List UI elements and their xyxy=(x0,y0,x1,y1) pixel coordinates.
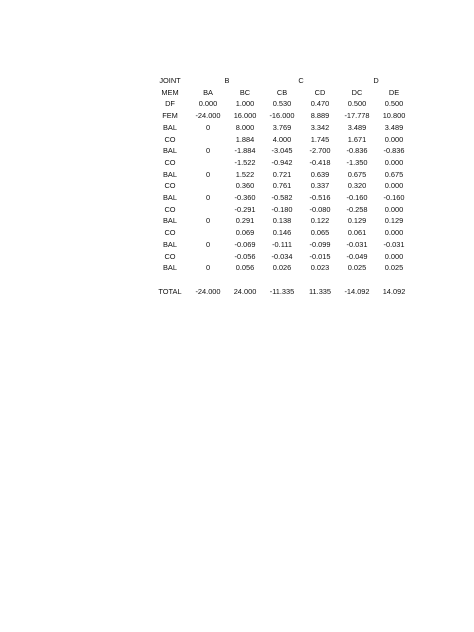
row-label: DF xyxy=(165,99,175,109)
row-label: FEM xyxy=(162,111,178,121)
cell-cd: 3.342 xyxy=(310,122,330,132)
cell-cb: -0.582 xyxy=(271,193,293,202)
cell-ba: 0 xyxy=(205,193,211,202)
header-de: DE xyxy=(388,87,400,97)
cell-de: 0.000 xyxy=(384,228,404,238)
cell-dc: 1.671 xyxy=(347,134,367,144)
table-row xyxy=(0,204,474,216)
cell-bc: -0.291 xyxy=(234,204,256,214)
row-label: BAL xyxy=(163,239,177,249)
cell-bc: 0.069 xyxy=(235,228,255,238)
cell-dc: 0.061 xyxy=(347,228,367,238)
total-bc: 24.000 xyxy=(233,286,257,296)
cell-bc: -0.069 xyxy=(234,239,256,249)
cell-de: -0.031 xyxy=(383,239,405,249)
row-label: CO xyxy=(164,204,176,214)
header-ba: BA xyxy=(203,87,213,97)
header-cb: CB xyxy=(276,87,288,97)
table-row xyxy=(0,227,474,239)
cell-de: -0.160 xyxy=(383,193,405,202)
total-dc: -14.092 xyxy=(344,286,370,296)
cell-dc: -1.350 xyxy=(346,157,368,167)
cell-bc: 0.360 xyxy=(235,181,255,191)
joint-b-label: B xyxy=(224,76,230,85)
cell-de: 0.000 xyxy=(384,204,404,214)
cell-bc: 0.291 xyxy=(235,216,255,226)
total-de: 14.092 xyxy=(382,286,406,296)
total-row xyxy=(0,286,474,298)
cell-dc: -0.836 xyxy=(346,146,368,156)
cell-de: 10.800 xyxy=(382,111,406,121)
row-label: BAL xyxy=(163,193,177,202)
cell-cd: -0.099 xyxy=(309,239,331,249)
joint-d-label: D xyxy=(373,76,379,85)
cell-ba: 0 xyxy=(205,263,211,273)
row-label: BAL xyxy=(163,122,177,132)
cell-cb: -16.000 xyxy=(269,111,295,121)
cell-bc: -0.056 xyxy=(234,251,256,261)
cell-cb: -3.045 xyxy=(271,146,293,156)
cell-dc: -0.160 xyxy=(346,193,368,202)
cell-cb: 4.000 xyxy=(272,134,292,144)
cell-dc: -0.031 xyxy=(346,239,368,249)
table-row xyxy=(0,122,474,134)
cell-bc: 16.000 xyxy=(233,111,257,121)
cell-dc: -17.778 xyxy=(344,111,370,121)
row-label: CO xyxy=(164,228,176,238)
cell-de: 0.500 xyxy=(384,99,404,109)
joint-header-row xyxy=(0,75,474,87)
table-row xyxy=(0,180,474,192)
joint-c-label: C xyxy=(298,76,304,85)
cell-cb: 0.138 xyxy=(272,216,292,226)
cell-cb: -0.111 xyxy=(272,239,292,249)
cell-cd: -0.418 xyxy=(309,157,331,167)
header-cd: CD xyxy=(314,87,326,97)
cell-bc: -1.884 xyxy=(234,146,256,156)
row-label: CO xyxy=(164,157,176,167)
cell-de: 0.675 xyxy=(384,169,404,179)
total-cb: -11.335 xyxy=(269,286,295,296)
cell-de: 0.000 xyxy=(384,134,404,144)
cell-bc: 1.884 xyxy=(235,134,255,144)
cell-de: 0.025 xyxy=(384,263,404,273)
cell-cb: 0.026 xyxy=(272,263,292,273)
cell-cb: -0.034 xyxy=(271,251,293,261)
cell-cd: -0.516 xyxy=(309,193,331,202)
cell-bc: -1.522 xyxy=(234,157,256,167)
cell-bc: 1.000 xyxy=(235,99,255,109)
cell-bc: 8.000 xyxy=(235,122,255,132)
row-label: CO xyxy=(164,134,176,144)
table-row xyxy=(0,110,474,122)
cell-de: 0.000 xyxy=(384,157,404,167)
cell-cb: -0.180 xyxy=(271,204,293,214)
cell-cb: 0.721 xyxy=(272,169,292,179)
table-row xyxy=(0,239,474,251)
row-label: BAL xyxy=(163,146,177,156)
cell-bc: 0.056 xyxy=(235,263,255,273)
cell-cd: 0.337 xyxy=(310,181,330,191)
row-label: BAL xyxy=(163,263,177,273)
table-row xyxy=(0,169,474,181)
cell-dc: 0.500 xyxy=(347,99,367,109)
cell-cd: 8.889 xyxy=(310,111,330,121)
cell-cb: 0.530 xyxy=(272,99,292,109)
cell-cd: -2.700 xyxy=(309,146,331,156)
cell-dc: -0.258 xyxy=(346,204,368,214)
total-label: TOTAL xyxy=(158,286,182,296)
member-header-row xyxy=(0,87,474,99)
cell-cd: -0.015 xyxy=(309,251,331,261)
cell-dc: 0.675 xyxy=(347,169,367,179)
cell-cd: 0.023 xyxy=(310,263,330,273)
cell-ba: 0 xyxy=(205,216,211,226)
cell-de: -0.836 xyxy=(383,146,405,156)
cell-cd: 0.470 xyxy=(310,99,330,109)
table-row xyxy=(0,157,474,169)
cell-dc: 0.320 xyxy=(347,181,367,191)
cell-cb: -0.942 xyxy=(271,157,293,167)
cell-de: 0.129 xyxy=(384,216,404,226)
row-label: CO xyxy=(164,251,176,261)
cell-ba: 0 xyxy=(205,122,211,132)
cell-dc: 0.025 xyxy=(347,263,367,273)
header-dc: DC xyxy=(351,87,363,97)
row-label: CO xyxy=(164,181,176,191)
table-row xyxy=(0,98,474,110)
cell-de: 3.489 xyxy=(384,122,404,132)
cell-ba: 0.000 xyxy=(198,99,218,109)
joint-label: JOINT xyxy=(159,76,181,85)
cell-cb: 0.761 xyxy=(272,181,292,191)
table-row xyxy=(0,192,474,204)
cell-ba: -24.000 xyxy=(195,111,221,121)
total-cd: 11.335 xyxy=(308,286,332,296)
header-mem: MEM xyxy=(161,87,179,97)
cell-cd: 0.122 xyxy=(310,216,330,226)
cell-dc: 0.129 xyxy=(347,216,367,226)
cell-cd: 0.639 xyxy=(310,169,330,179)
cell-cb: 3.769 xyxy=(272,122,292,132)
row-label: BAL xyxy=(163,169,177,179)
table-row xyxy=(0,251,474,263)
cell-de: 0.000 xyxy=(384,251,404,261)
table-row xyxy=(0,145,474,157)
cell-ba: 0 xyxy=(205,169,211,179)
row-label: BAL xyxy=(163,216,177,226)
cell-cd: 0.065 xyxy=(310,228,330,238)
cell-cd: 1.745 xyxy=(310,134,330,144)
table-row xyxy=(0,215,474,227)
header-bc: BC xyxy=(239,87,251,97)
cell-cd: -0.080 xyxy=(309,204,331,214)
table-row xyxy=(0,134,474,146)
cell-ba: 0 xyxy=(205,146,211,156)
table-row xyxy=(0,262,474,274)
cell-ba: 0 xyxy=(205,239,211,249)
total-ba: -24.000 xyxy=(195,286,221,296)
cell-de: 0.000 xyxy=(384,181,404,191)
cell-bc: -0.360 xyxy=(234,193,256,202)
cell-cb: 0.146 xyxy=(272,228,292,238)
cell-bc: 1.522 xyxy=(235,169,255,179)
cell-dc: -0.049 xyxy=(346,251,368,261)
cell-dc: 3.489 xyxy=(347,122,367,132)
